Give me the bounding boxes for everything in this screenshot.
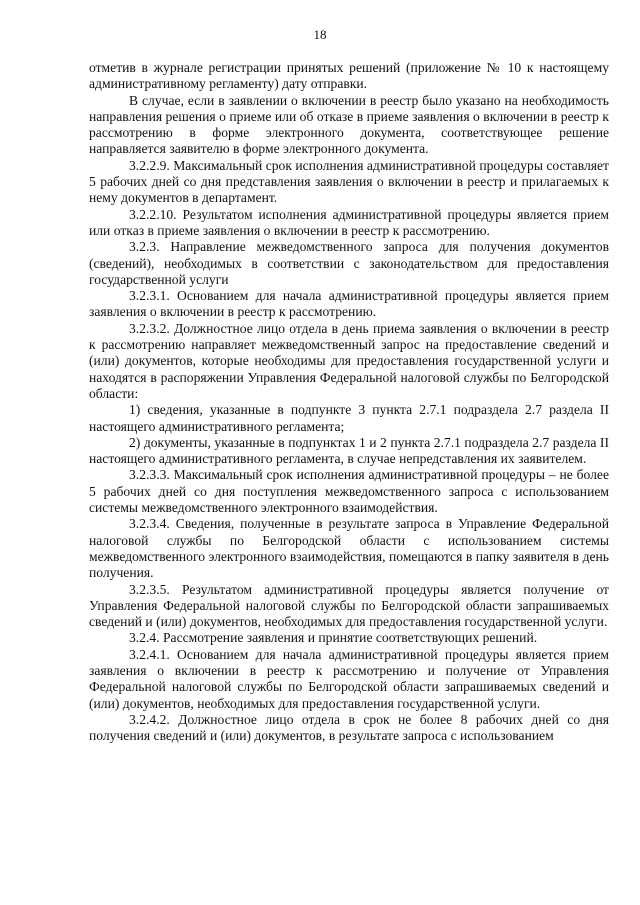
- paragraph-3-2-4-heading: 3.2.4. Рассмотрение заявления и принятие соответствующих решений.: [129, 630, 538, 646]
- paragraph-3-2-3-5: 3.2.3.5. Результатом административной процедуры является получение от Управления Федеральной налоговой службы по Белгородской области запрашиваемых сведений и (или) документов, необходимых для предоставления государственной услуги.: [89, 581, 609, 630]
- paragraph-3-2-2-9: 3.2.2.9. Максимальный срок исполнения административной процедуры составляет 5 рабочих дней со дня представления заявления о включении в реестр и прилагаемых к нему документов в департамент.: [89, 157, 609, 206]
- paragraph-3-2-3-4: 3.2.3.4. Сведения, полученные в результате запроса в Управление Федеральной налоговой службы по Белгородской области с использованием системы межведомственного электронного взаимодействия, помещаются в папку заявителя в день получения.: [89, 516, 609, 581]
- paragraph-3-2-2-10: 3.2.2.10. Результатом исполнения административной процедуры является прием или отказ в приеме заявления о включении в реестр к рассмотрению.: [89, 206, 609, 238]
- paragraph-3-2-4-2: 3.2.4.2. Должностное лицо отдела в срок не более 8 рабочих дней со дня получения сведений и (или) документов, в результате запроса с использованием: [89, 711, 609, 744]
- paragraph-3-2-3-1: 3.2.3.1. Основанием для начала административной процедуры является прием заявления о включении в реестр к рассмотрению.: [89, 288, 609, 320]
- paragraph-3-2-3-2: 3.2.3.2. Должностное лицо отдела в день приема заявления о включении в реестр к рассмотрению направляет межведомственный запрос на предоставление сведений и (или) документов, которые необходимы для предоставления государственной услуги и находятся в распоряжении Управления Федеральной налоговой службы по Белгородской области:: [89, 320, 609, 401]
- paragraph-3-2-3-heading: 3.2.3. Направление межведомственного запроса для получения документов (сведений), необходимых в соответствии с законодательством для предоставления государственной услуги: [89, 239, 609, 287]
- paragraph-3-2-3-3: 3.2.3.3. Максимальный срок исполнения административной процедуры – не более 5 рабочих дней со дня поступления межведомственного запроса с использованием системы межведомственного электронного взаимодействия.: [89, 467, 609, 516]
- paragraph-electronic-form-note: В случае, если в заявлении о включении в реестр было указано на необходимость направления решения о приеме или об отказе в приеме заявления о включении в реестр к рассмотрению в форме электронного документа, соответствующее решение направляется заявителю в форме электронного документа.: [89, 92, 609, 157]
- document-body: [89, 60, 609, 744]
- paragraph-continuation: отметив в журнале регистрации принятых решений (приложение № 10 к настоящему административному регламенту) дату отправки.: [89, 60, 609, 92]
- list-item-2: 2) документы, указанные в подпунктах 1 и 2 пункта 2.7.1 подраздела 2.7 раздела II настоящего административного регламента, в случае непредставления их заявителем.: [89, 434, 609, 467]
- page-number: 18: [313, 27, 327, 42]
- list-item-1: 1) сведения, указанные в подпункте 3 пункта 2.7.1 подраздела 2.7 раздела II настоящего административного регламента;: [89, 402, 609, 434]
- paragraph-3-2-4-1: 3.2.4.1. Основанием для начала административной процедуры является прием заявления о включении в реестр к рассмотрению и получение от Управления Федеральной налоговой службы по Белгородской области запрашиваемых сведений и (или) документов, необходимых для предоставления государственной услуги.: [89, 646, 609, 711]
